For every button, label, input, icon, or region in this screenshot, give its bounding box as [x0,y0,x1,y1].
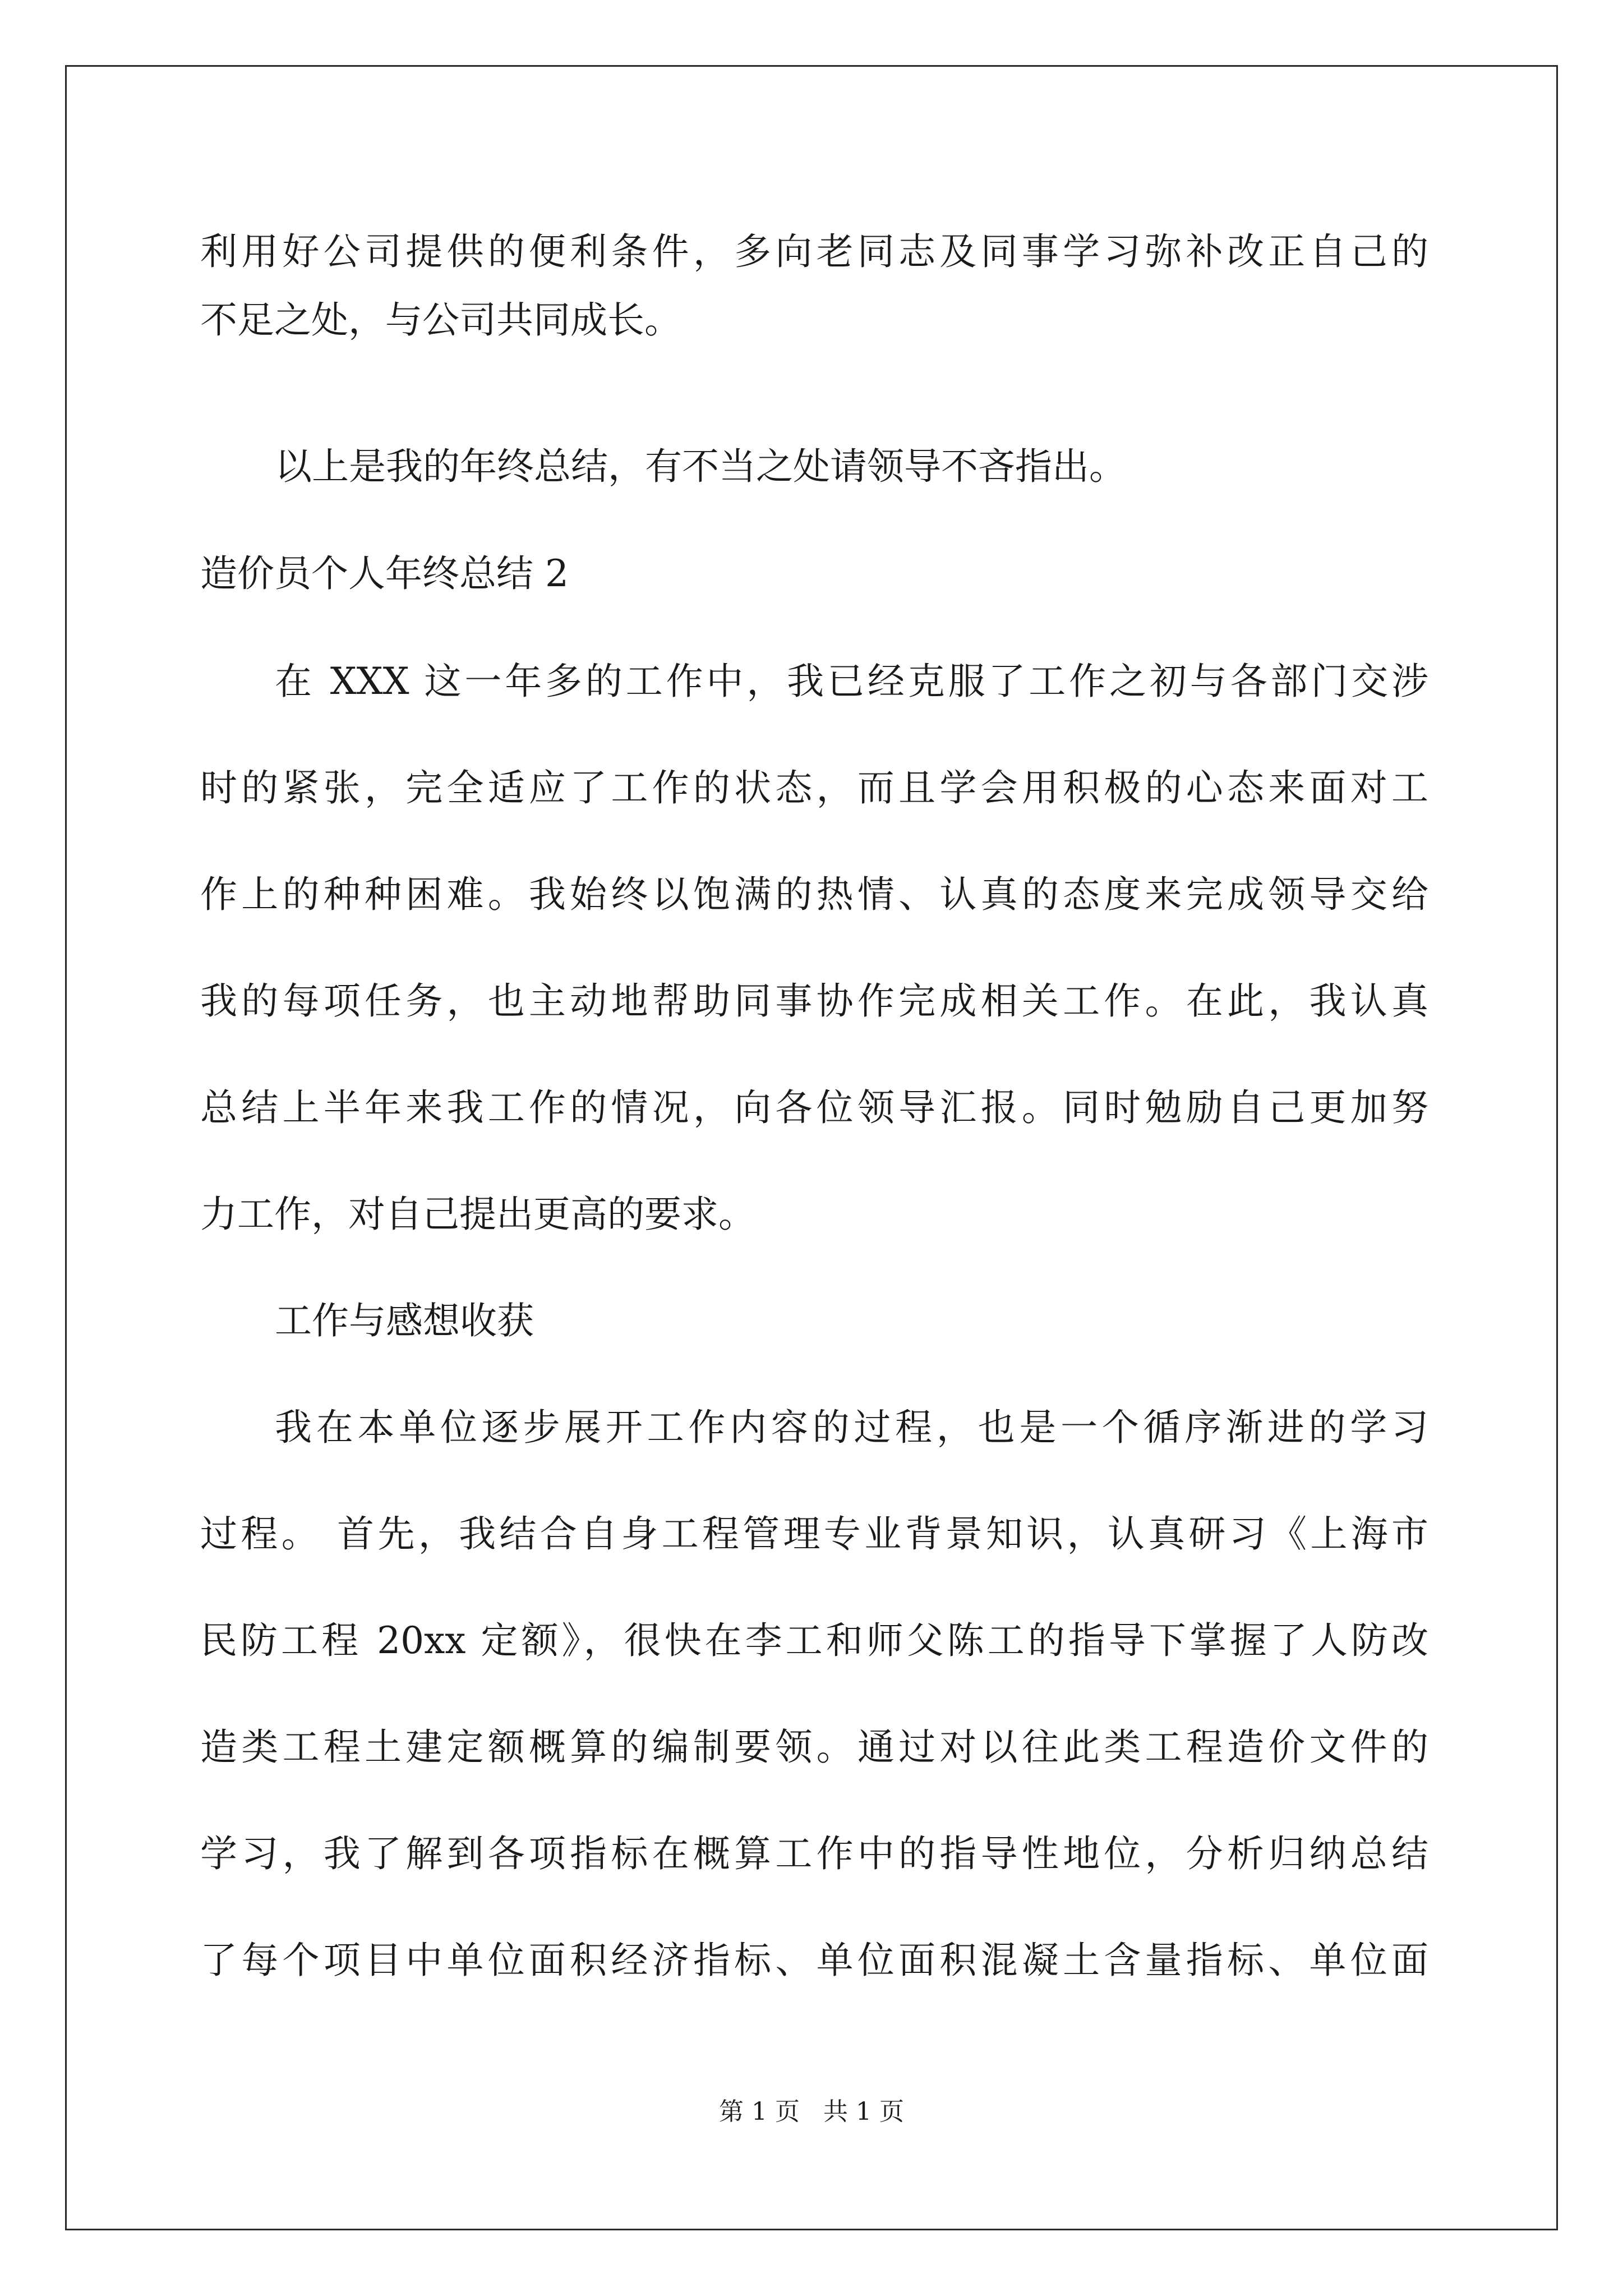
text-line: 造类工程土建定额概算的编制要领。通过对以往此类工程造价文件的 [200,1726,1428,1769]
text-line: 以上是我的年终总结，有不当之处请领导不吝指出。 [275,445,1126,488]
text-line: 我在本单位逐步展开工作内容的过程，也是一个循序渐进的学习 [275,1406,1428,1449]
text-line: 不足之处，与公司共同成长。 [200,298,681,342]
text-line: 力工作，对自己提出更高的要求。 [200,1193,755,1236]
text-line: 时的紧张，完全适应了工作的状态，而且学会用积极的心态来面对工 [200,766,1428,809]
text-line: 作上的种种困难。我始终以饱满的热情、认真的态度来完成领导交给 [200,873,1428,916]
text-line: 民防工程 20xx 定额》，很快在李工和师父陈工的指导下掌握了人防改 [200,1619,1428,1662]
text-line: 在 XXX 这一年多的工作中，我已经克服了工作之初与各部门交涉 [275,660,1428,703]
sub-heading: 工作与感想收获 [275,1299,534,1342]
section-heading: 造价员个人年终总结 2 [200,552,569,595]
text-line: 利用好公司提供的便利条件，多向老同志及同事学习弥补改正自己的 [200,230,1428,273]
text-line: 学习，我了解到各项指标在概算工作中的指导性地位，分析归纳总结 [200,1832,1428,1875]
text-line: 了每个项目中单位面积经济指标、单位面积混凝土含量指标、单位面 [200,1939,1428,1982]
page-border [65,65,1558,2230]
text-line: 过程。 首先，我结合自身工程管理专业背景知识，认真研习《上海市 [200,1512,1428,1556]
page-footer: 第 1 页 共 1 页 [719,2097,904,2126]
text-line: 我的每项任务，也主动地帮助同事协作完成相关工作。在此，我认真 [200,979,1428,1023]
text-line: 总结上半年来我工作的情况，向各位领导汇报。同时勉励自己更加努 [200,1086,1428,1129]
